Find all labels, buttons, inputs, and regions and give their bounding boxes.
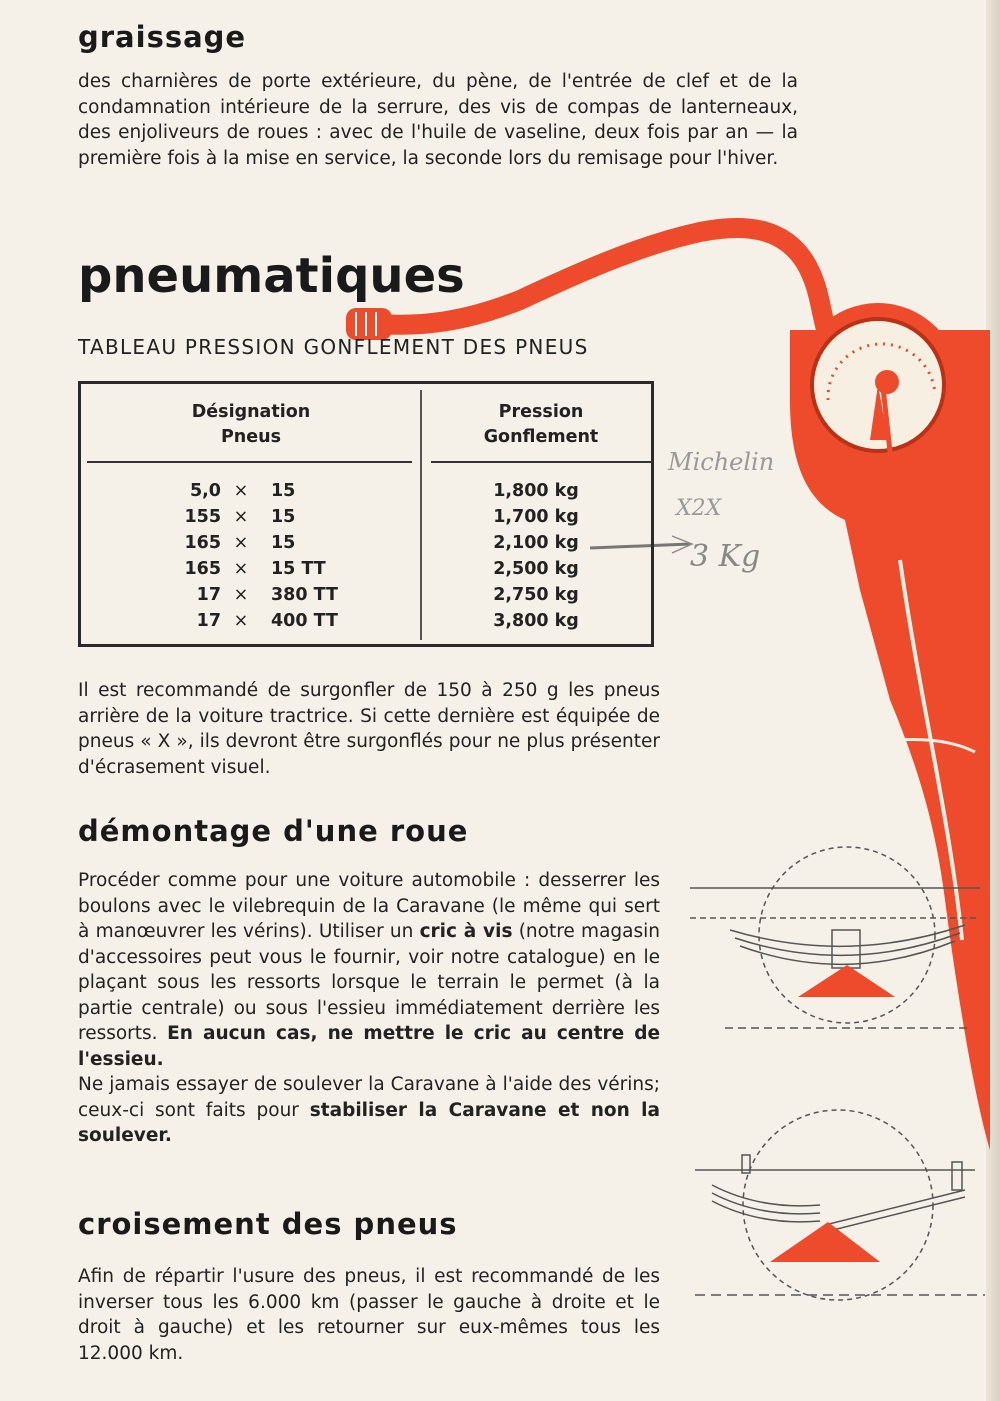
rim-size: 400 TT [271,611,338,631]
rim-size: 15 TT [271,559,326,579]
tire-width: 165 [184,533,221,553]
table-row [81,585,651,611]
times-sign: × [233,507,249,527]
pressure-value: 2,100 kg [493,533,579,553]
pressure-table [78,381,654,647]
rim-size: 15 [271,533,296,553]
demontage-title: démontage d'une roue [78,814,469,848]
table-row [81,481,651,507]
times-sign: × [233,585,249,605]
spring-jack-diagram-2 [695,1110,985,1300]
header-rule-right [431,461,653,463]
graissage-title: graissage [78,20,247,54]
tire-width: 17 [196,585,221,605]
rim-size: 15 [271,507,296,527]
croisement-text: Afin de répartir l'usure des pneus, il est recommandé de les inverser tous les 6.000 km (passer le gauche à droite et le droit à gauche) et les retourner sur eux-mêmes tous les 12.000 km. [78,1266,660,1364]
table-row [81,533,651,559]
table-row [81,507,651,533]
rim-size: 380 TT [271,585,338,605]
demontage-text: Procéder comme pour une voiture automobile : desserrer les boulons avec le vilebrequin de la Caravane (le même qui sert à manœuvrer les vérins). Utiliser un cric à vis (notre magasin d'accessoires peut vous le fournir, voir notre catalogue) en le plaçant sous les ressorts lorsque le terrain le permet (à la partie centrale) ou sous l'essieu immédiatement derrière les ressorts. En aucun cas, ne mettre le cric au centre de l'essieu. Ne jamais essayer de soulever la Caravane à l'aide des vérins; ceux-ci sont faits pour stabiliser la Caravane et non la soulever. [78,870,661,1146]
pressure-value: 1,800 kg [493,481,579,501]
pressure-value: 1,700 kg [493,507,579,527]
pressure-value: 2,750 kg [493,585,579,605]
croisement-title: croisement des pneus [78,1207,458,1241]
pneumatiques-title: pneumatiques [78,248,465,304]
rim-size: 15 [271,481,296,501]
handwritten-michelin: Michelin [668,448,775,476]
jack-red-icon-2 [770,1222,880,1262]
times-sign: × [233,481,249,501]
table-row [81,611,651,637]
times-sign: × [233,533,249,553]
handwritten-x2x: X2X [676,496,722,521]
times-sign: × [233,611,249,631]
pressure-table-caption: TABLEAU PRESSION GONFLEMENT DES PNEUS [78,335,589,359]
pressure-value: 3,800 kg [493,611,579,631]
graissage-text: des charnières de porte extérieure, du pène, de l'entrée de clef et de la condamnation intérieure de la serrure, des vis de compas de lanterneaux, des enjoliveurs de roues : avec de l'huile de vaseline, deux fois par an — la première fois à la mise en service, la seconde lors du remisage pour l'hiver. [78,71,798,169]
gauge-body-icon [790,303,990,1150]
table-row [81,559,651,585]
tire-width: 5,0 [189,481,221,501]
spring-jack-diagram-1 [690,847,980,1028]
col-head-designation: Désignation Pneus [191,402,311,447]
jack-red-icon-1 [798,965,895,997]
header-rule-left [87,461,412,463]
tire-width: 155 [184,507,221,527]
handwritten-3kg: 3 Kg [690,539,761,574]
tire-width: 17 [196,611,221,631]
surgonfler-text: Il est recommandé de surgonfler de 150 à 250 g les pneus arrière de la voiture tractrice. Si cette dernière est équipée de pneus « X », ils devront être surgonflés pour ne plus présenter d'écrasement visuel. [78,680,660,778]
col-head-pression: Pression Gonflement [483,402,599,447]
tire-width: 165 [184,559,221,579]
pressure-value: 2,500 kg [493,559,579,579]
times-sign: × [233,559,249,579]
